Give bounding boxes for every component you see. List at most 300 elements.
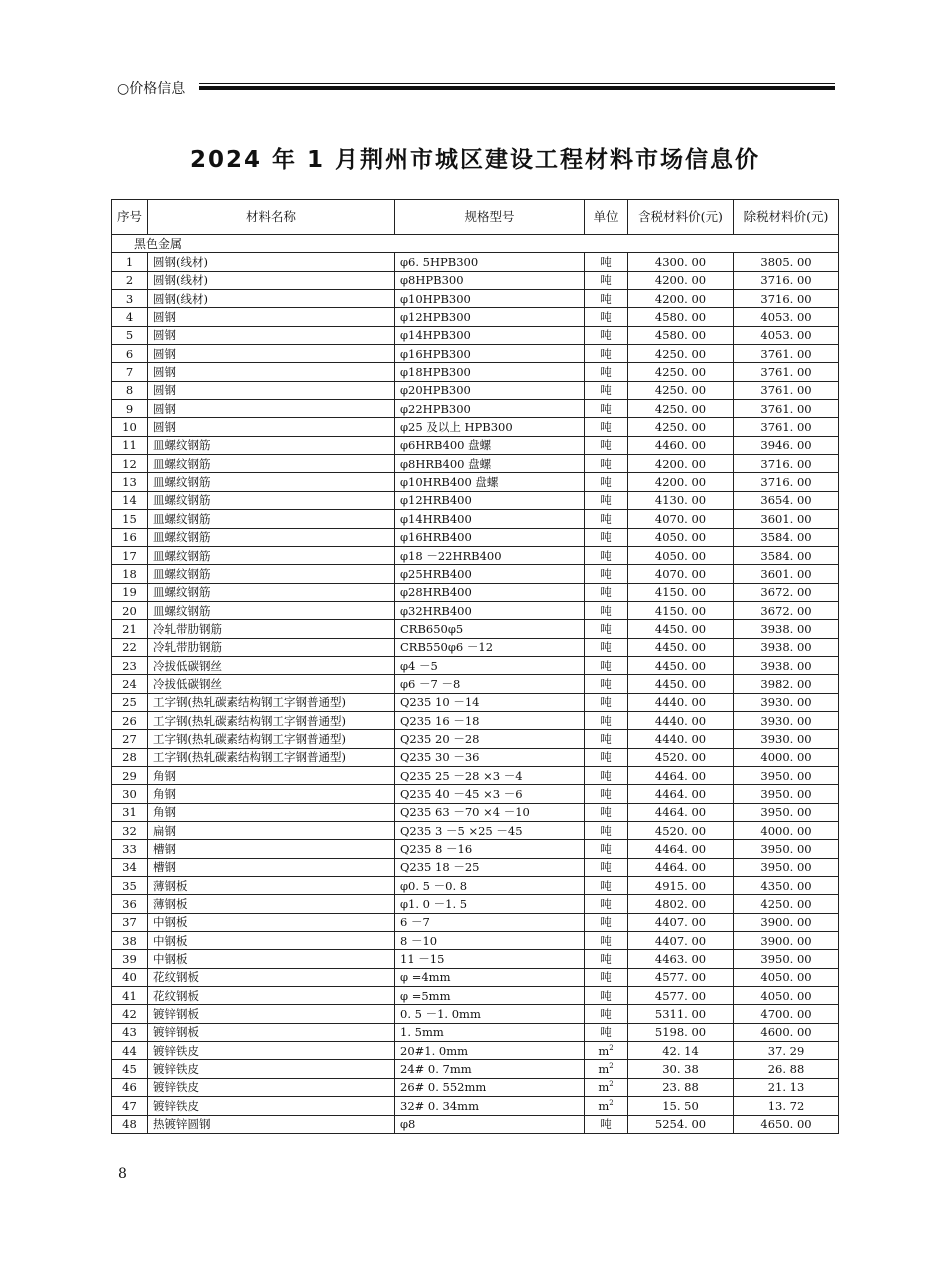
cell-unit: 吨 <box>585 528 628 546</box>
cell-no: 34 <box>112 858 148 876</box>
cell-unit: 吨 <box>585 253 628 271</box>
table-row <box>112 455 839 473</box>
cell-name: 冷拔低碳钢丝 <box>148 656 395 674</box>
cell-no: 18 <box>112 565 148 583</box>
cell-no: 35 <box>112 877 148 895</box>
cell-name: 圆钢 <box>148 326 395 344</box>
cell-price-tax: 4200. 00 <box>628 271 734 289</box>
cell-price-notax: 3950. 00 <box>734 766 839 784</box>
cell-price-tax: 4577. 00 <box>628 968 734 986</box>
cell-no: 15 <box>112 510 148 528</box>
cell-name: 工字钢(热轧碳素结构钢工字钢普通型) <box>148 748 395 766</box>
unit-superscript: 2 <box>609 1098 614 1107</box>
cell-unit: 吨 <box>585 363 628 381</box>
cell-unit: 吨 <box>585 418 628 436</box>
table-row <box>112 601 839 619</box>
cell-price-tax: 23. 88 <box>628 1078 734 1096</box>
cell-price-tax: 4440. 00 <box>628 693 734 711</box>
cell-no: 12 <box>112 455 148 473</box>
table-row <box>112 895 839 913</box>
cell-spec: CRB650φ5 <box>395 620 585 638</box>
cell-no: 36 <box>112 895 148 913</box>
cell-unit: 吨 <box>585 345 628 363</box>
col-header-price-notax: 除税材料价(元) <box>734 200 839 235</box>
table-row <box>112 785 839 803</box>
cell-price-tax: 4580. 00 <box>628 326 734 344</box>
cell-name: 薄钢板 <box>148 895 395 913</box>
table-row <box>112 583 839 601</box>
cell-price-notax: 4050. 00 <box>734 968 839 986</box>
cell-price-tax: 4200. 00 <box>628 290 734 308</box>
cell-name: 皿螺纹钢筋 <box>148 528 395 546</box>
cell-price-notax: 3761. 00 <box>734 400 839 418</box>
cell-unit: 吨 <box>585 638 628 656</box>
cell-price-tax: 4520. 00 <box>628 748 734 766</box>
cell-no: 10 <box>112 418 148 436</box>
cell-price-tax: 4580. 00 <box>628 308 734 326</box>
cell-unit: 吨 <box>585 271 628 289</box>
cell-spec: Q235 40 －45 ×3 －6 <box>395 785 585 803</box>
cell-no: 46 <box>112 1078 148 1096</box>
cell-spec: Q235 10 －14 <box>395 693 585 711</box>
table-row <box>112 730 839 748</box>
table-row <box>112 290 839 308</box>
col-header-name: 材料名称 <box>148 200 395 235</box>
cell-no: 43 <box>112 1023 148 1041</box>
cell-price-notax: 3672. 00 <box>734 583 839 601</box>
cell-name: 镀锌钢板 <box>148 1005 395 1023</box>
cell-unit: 吨 <box>585 913 628 931</box>
table-row <box>112 1060 839 1078</box>
col-header-unit: 单位 <box>585 200 628 235</box>
cell-price-tax: 4250. 00 <box>628 363 734 381</box>
cell-no: 26 <box>112 711 148 729</box>
cell-price-notax: 37. 29 <box>734 1042 839 1060</box>
cell-name: 皿螺纹钢筋 <box>148 491 395 509</box>
cell-spec: Q235 25 －28 ×3 －4 <box>395 766 585 784</box>
cell-name: 圆钢 <box>148 400 395 418</box>
cell-name: 圆钢 <box>148 308 395 326</box>
cell-no: 45 <box>112 1060 148 1078</box>
cell-price-notax: 4000. 00 <box>734 822 839 840</box>
table-row <box>112 675 839 693</box>
table-row <box>112 748 839 766</box>
cell-price-notax: 4650. 00 <box>734 1115 839 1133</box>
cell-no: 44 <box>112 1042 148 1060</box>
table-row <box>112 1078 839 1096</box>
unit-superscript: 2 <box>609 1043 614 1052</box>
cell-price-tax: 4464. 00 <box>628 840 734 858</box>
cell-spec: 1. 5mm <box>395 1023 585 1041</box>
cell-unit: 吨 <box>585 565 628 583</box>
cell-price-tax: 4520. 00 <box>628 822 734 840</box>
cell-no: 31 <box>112 803 148 821</box>
cell-spec: Q235 16 －18 <box>395 711 585 729</box>
cell-name: 花纹钢板 <box>148 968 395 986</box>
cell-no: 9 <box>112 400 148 418</box>
cell-no: 21 <box>112 620 148 638</box>
cell-price-tax: 4464. 00 <box>628 858 734 876</box>
col-header-spec: 规格型号 <box>395 200 585 235</box>
table-row <box>112 840 839 858</box>
cell-unit: 吨 <box>585 711 628 729</box>
cell-price-notax: 4350. 00 <box>734 877 839 895</box>
cell-unit: 吨 <box>585 400 628 418</box>
table-row <box>112 345 839 363</box>
table-row <box>112 400 839 418</box>
table-row <box>112 436 839 454</box>
table-row <box>112 766 839 784</box>
cell-name: 中钢板 <box>148 932 395 950</box>
table-row <box>112 546 839 564</box>
cell-price-notax: 3946. 00 <box>734 436 839 454</box>
cell-spec: 8 －10 <box>395 932 585 950</box>
cell-spec: Q235 30 －36 <box>395 748 585 766</box>
cell-unit: 吨 <box>585 987 628 1005</box>
cell-spec: φ16HPB300 <box>395 345 585 363</box>
cell-price-notax: 3761. 00 <box>734 345 839 363</box>
cell-price-notax: 3950. 00 <box>734 840 839 858</box>
cell-spec: φ22HPB300 <box>395 400 585 418</box>
cell-no: 22 <box>112 638 148 656</box>
cell-unit: 吨 <box>585 693 628 711</box>
cell-no: 48 <box>112 1115 148 1133</box>
cell-no: 28 <box>112 748 148 766</box>
cell-unit: 吨 <box>585 601 628 619</box>
cell-name: 冷轧带肋钢筋 <box>148 638 395 656</box>
table-row <box>112 253 839 271</box>
cell-unit: 吨 <box>585 932 628 950</box>
cell-no: 4 <box>112 308 148 326</box>
cell-spec: Q235 63 －70 ×4 －10 <box>395 803 585 821</box>
cell-unit: 吨 <box>585 968 628 986</box>
cell-price-tax: 4250. 00 <box>628 400 734 418</box>
table-row <box>112 565 839 583</box>
cell-price-notax: 3938. 00 <box>734 638 839 656</box>
cell-no: 16 <box>112 528 148 546</box>
section-label-cell: 黑色金属 <box>112 235 839 253</box>
cell-no: 19 <box>112 583 148 601</box>
cell-price-notax: 4250. 00 <box>734 895 839 913</box>
cell-price-notax: 3761. 00 <box>734 381 839 399</box>
table-row <box>112 271 839 289</box>
cell-price-notax: 3716. 00 <box>734 271 839 289</box>
cell-price-tax: 4300. 00 <box>628 253 734 271</box>
cell-unit: 吨 <box>585 748 628 766</box>
cell-spec: φ10HPB300 <box>395 290 585 308</box>
cell-name: 圆钢(线材) <box>148 271 395 289</box>
running-header <box>117 76 835 100</box>
cell-spec: φ32HRB400 <box>395 601 585 619</box>
cell-unit: 吨 <box>585 326 628 344</box>
cell-name: 圆钢 <box>148 381 395 399</box>
cell-unit: 吨 <box>585 381 628 399</box>
cell-price-notax: 3900. 00 <box>734 932 839 950</box>
cell-spec: φ =4mm <box>395 968 585 986</box>
cell-price-notax: 3930. 00 <box>734 730 839 748</box>
cell-price-notax: 21. 13 <box>734 1078 839 1096</box>
cell-spec: φ20HPB300 <box>395 381 585 399</box>
cell-price-tax: 4250. 00 <box>628 345 734 363</box>
cell-price-notax: 3950. 00 <box>734 803 839 821</box>
col-header-price-tax: 含税材料价(元) <box>628 200 734 235</box>
cell-price-tax: 4407. 00 <box>628 913 734 931</box>
cell-unit: 吨 <box>585 803 628 821</box>
cell-price-tax: 4070. 00 <box>628 565 734 583</box>
table-row <box>112 803 839 821</box>
cell-price-tax: 4464. 00 <box>628 766 734 784</box>
cell-price-tax: 4915. 00 <box>628 877 734 895</box>
cell-price-notax: 4053. 00 <box>734 326 839 344</box>
cell-no: 38 <box>112 932 148 950</box>
table-row <box>112 968 839 986</box>
table-row <box>112 932 839 950</box>
cell-no: 24 <box>112 675 148 693</box>
cell-spec: φ25 及以上 HPB300 <box>395 418 585 436</box>
cell-price-tax: 4460. 00 <box>628 436 734 454</box>
cell-price-notax: 4053. 00 <box>734 308 839 326</box>
cell-price-notax: 3950. 00 <box>734 785 839 803</box>
cell-name: 皿螺纹钢筋 <box>148 601 395 619</box>
cell-unit: 吨 <box>585 840 628 858</box>
cell-no: 7 <box>112 363 148 381</box>
cell-spec: 20#1. 0mm <box>395 1042 585 1060</box>
cell-name: 皿螺纹钢筋 <box>148 583 395 601</box>
cell-price-notax: 3716. 00 <box>734 455 839 473</box>
price-table <box>111 199 839 1134</box>
table-row <box>112 510 839 528</box>
cell-name: 圆钢 <box>148 363 395 381</box>
cell-unit: 吨 <box>585 620 628 638</box>
cell-no: 13 <box>112 473 148 491</box>
cell-unit: $m^2$ <box>585 1060 628 1078</box>
cell-name: 皿螺纹钢筋 <box>148 473 395 491</box>
cell-price-tax: 15. 50 <box>628 1097 734 1115</box>
cell-unit: 吨 <box>585 436 628 454</box>
cell-spec: φ16HRB400 <box>395 528 585 546</box>
cell-no: 3 <box>112 290 148 308</box>
cell-price-tax: 4407. 00 <box>628 932 734 950</box>
cell-no: 41 <box>112 987 148 1005</box>
cell-price-tax: 4464. 00 <box>628 803 734 821</box>
cell-no: 17 <box>112 546 148 564</box>
cell-spec: Q235 20 －28 <box>395 730 585 748</box>
cell-price-notax: 3805. 00 <box>734 253 839 271</box>
cell-spec: φ =5mm <box>395 987 585 1005</box>
cell-price-tax: 4200. 00 <box>628 473 734 491</box>
cell-unit: 吨 <box>585 785 628 803</box>
cell-name: 冷拔低碳钢丝 <box>148 675 395 693</box>
cell-price-tax: 4440. 00 <box>628 711 734 729</box>
cell-price-notax: 3950. 00 <box>734 858 839 876</box>
unit-superscript: 2 <box>609 1080 614 1089</box>
cell-price-notax: 3601. 00 <box>734 510 839 528</box>
cell-unit: 吨 <box>585 822 628 840</box>
table-row <box>112 638 839 656</box>
cell-price-notax: 3584. 00 <box>734 528 839 546</box>
cell-unit: $m^2$ <box>585 1097 628 1115</box>
cell-no: 27 <box>112 730 148 748</box>
cell-spec: φ25HRB400 <box>395 565 585 583</box>
unit-superscript: 2 <box>609 1062 614 1071</box>
table-row <box>112 308 839 326</box>
cell-spec: φ14HRB400 <box>395 510 585 528</box>
cell-name: 扁钢 <box>148 822 395 840</box>
table-row <box>112 913 839 931</box>
cell-price-notax: 3672. 00 <box>734 601 839 619</box>
cell-name: 镀锌铁皮 <box>148 1042 395 1060</box>
cell-no: 39 <box>112 950 148 968</box>
cell-price-notax: 3761. 00 <box>734 363 839 381</box>
cell-price-notax: 3938. 00 <box>734 656 839 674</box>
cell-price-notax: 3654. 00 <box>734 491 839 509</box>
table-row <box>112 1023 839 1041</box>
cell-no: 33 <box>112 840 148 858</box>
cell-no: 40 <box>112 968 148 986</box>
cell-spec: Q235 8 －16 <box>395 840 585 858</box>
table-row <box>112 822 839 840</box>
cell-unit: 吨 <box>585 308 628 326</box>
cell-name: 镀锌铁皮 <box>148 1060 395 1078</box>
table-row <box>112 491 839 509</box>
cell-price-notax: 3982. 00 <box>734 675 839 693</box>
cell-no: 23 <box>112 656 148 674</box>
cell-no: 47 <box>112 1097 148 1115</box>
cell-price-notax: 3716. 00 <box>734 290 839 308</box>
cell-name: 冷轧带肋钢筋 <box>148 620 395 638</box>
cell-spec: φ8HRB400 盘螺 <box>395 455 585 473</box>
cell-no: 42 <box>112 1005 148 1023</box>
table-row <box>112 858 839 876</box>
cell-name: 角钢 <box>148 766 395 784</box>
cell-spec: φ1. 0 －1. 5 <box>395 895 585 913</box>
cell-price-tax: 4200. 00 <box>628 455 734 473</box>
cell-name: 热镀锌圆钢 <box>148 1115 395 1133</box>
cell-price-notax: 3716. 00 <box>734 473 839 491</box>
cell-name: 槽钢 <box>148 840 395 858</box>
cell-spec: 11 －15 <box>395 950 585 968</box>
table-row <box>112 363 839 381</box>
cell-name: 中钢板 <box>148 913 395 931</box>
cell-price-tax: 4463. 00 <box>628 950 734 968</box>
cell-unit: 吨 <box>585 895 628 913</box>
page-title: 2024 年 1 月荆州市城区建设工程材料市场信息价 <box>189 147 761 173</box>
cell-unit: 吨 <box>585 491 628 509</box>
cell-unit: 吨 <box>585 656 628 674</box>
cell-price-notax: 3900. 00 <box>734 913 839 931</box>
cell-price-tax: 30. 38 <box>628 1060 734 1078</box>
cell-no: 1 <box>112 253 148 271</box>
cell-unit: 吨 <box>585 877 628 895</box>
cell-name: 圆钢(线材) <box>148 253 395 271</box>
cell-price-tax: 4450. 00 <box>628 638 734 656</box>
cell-unit: 吨 <box>585 950 628 968</box>
cell-no: 37 <box>112 913 148 931</box>
cell-spec: φ8HPB300 <box>395 271 585 289</box>
cell-unit: 吨 <box>585 675 628 693</box>
cell-unit: 吨 <box>585 730 628 748</box>
table-row <box>112 418 839 436</box>
cell-name: 皿螺纹钢筋 <box>148 510 395 528</box>
table-row <box>112 1005 839 1023</box>
cell-spec: 32# 0. 34mm <box>395 1097 585 1115</box>
cell-spec: 24# 0. 7mm <box>395 1060 585 1078</box>
cell-no: 8 <box>112 381 148 399</box>
cell-price-notax: 3761. 00 <box>734 418 839 436</box>
cell-name: 花纹钢板 <box>148 987 395 1005</box>
cell-price-notax: 4700. 00 <box>734 1005 839 1023</box>
cell-name: 角钢 <box>148 803 395 821</box>
cell-price-tax: 4450. 00 <box>628 675 734 693</box>
cell-spec: φ6 －7 －8 <box>395 675 585 693</box>
cell-price-tax: 4250. 00 <box>628 418 734 436</box>
cell-spec: φ18 －22HRB400 <box>395 546 585 564</box>
section-row <box>112 235 839 253</box>
cell-name: 中钢板 <box>148 950 395 968</box>
cell-no: 29 <box>112 766 148 784</box>
cell-name: 工字钢(热轧碳素结构钢工字钢普通型) <box>148 711 395 729</box>
cell-spec: φ12HPB300 <box>395 308 585 326</box>
cell-name: 工字钢(热轧碳素结构钢工字钢普通型) <box>148 693 395 711</box>
cell-spec: Q235 18 －25 <box>395 858 585 876</box>
cell-name: 薄钢板 <box>148 877 395 895</box>
cell-spec: Q235 3 －5 ×25 －45 <box>395 822 585 840</box>
cell-price-notax: 3584. 00 <box>734 546 839 564</box>
table-row <box>112 326 839 344</box>
cell-no: 30 <box>112 785 148 803</box>
col-header-no: 序号 <box>112 200 148 235</box>
cell-price-tax: 4250. 00 <box>628 381 734 399</box>
table-row <box>112 381 839 399</box>
table-row <box>112 987 839 1005</box>
cell-unit: $m^2$ <box>585 1078 628 1096</box>
cell-price-notax: 3938. 00 <box>734 620 839 638</box>
cell-price-notax: 26. 88 <box>734 1060 839 1078</box>
cell-no: 14 <box>112 491 148 509</box>
cell-unit: 吨 <box>585 1023 628 1041</box>
cell-price-tax: 4130. 00 <box>628 491 734 509</box>
cell-spec: φ6. 5HPB300 <box>395 253 585 271</box>
cell-spec: 26# 0. 552mm <box>395 1078 585 1096</box>
cell-spec: φ18HPB300 <box>395 363 585 381</box>
table-row <box>112 620 839 638</box>
cell-name: 圆钢 <box>148 345 395 363</box>
cell-spec: φ0. 5 －0. 8 <box>395 877 585 895</box>
cell-no: 25 <box>112 693 148 711</box>
cell-price-tax: 4802. 00 <box>628 895 734 913</box>
cell-price-tax: 4440. 00 <box>628 730 734 748</box>
cell-price-notax: 4600. 00 <box>734 1023 839 1041</box>
cell-unit: $m^2$ <box>585 1042 628 1060</box>
cell-spec: CRB550φ6 －12 <box>395 638 585 656</box>
table-row <box>112 528 839 546</box>
cell-price-tax: 4050. 00 <box>628 546 734 564</box>
cell-unit: 吨 <box>585 1005 628 1023</box>
cell-price-notax: 4050. 00 <box>734 987 839 1005</box>
table-row <box>112 1042 839 1060</box>
cell-price-tax: 4450. 00 <box>628 620 734 638</box>
cell-price-notax: 3930. 00 <box>734 711 839 729</box>
cell-price-tax: 4050. 00 <box>628 528 734 546</box>
cell-spec: φ6HRB400 盘螺 <box>395 436 585 454</box>
table-row <box>112 950 839 968</box>
cell-price-notax: 3601. 00 <box>734 565 839 583</box>
cell-name: 皿螺纹钢筋 <box>148 436 395 454</box>
cell-price-tax: 42. 14 <box>628 1042 734 1060</box>
cell-unit: 吨 <box>585 455 628 473</box>
cell-unit: 吨 <box>585 583 628 601</box>
cell-spec: φ14HPB300 <box>395 326 585 344</box>
